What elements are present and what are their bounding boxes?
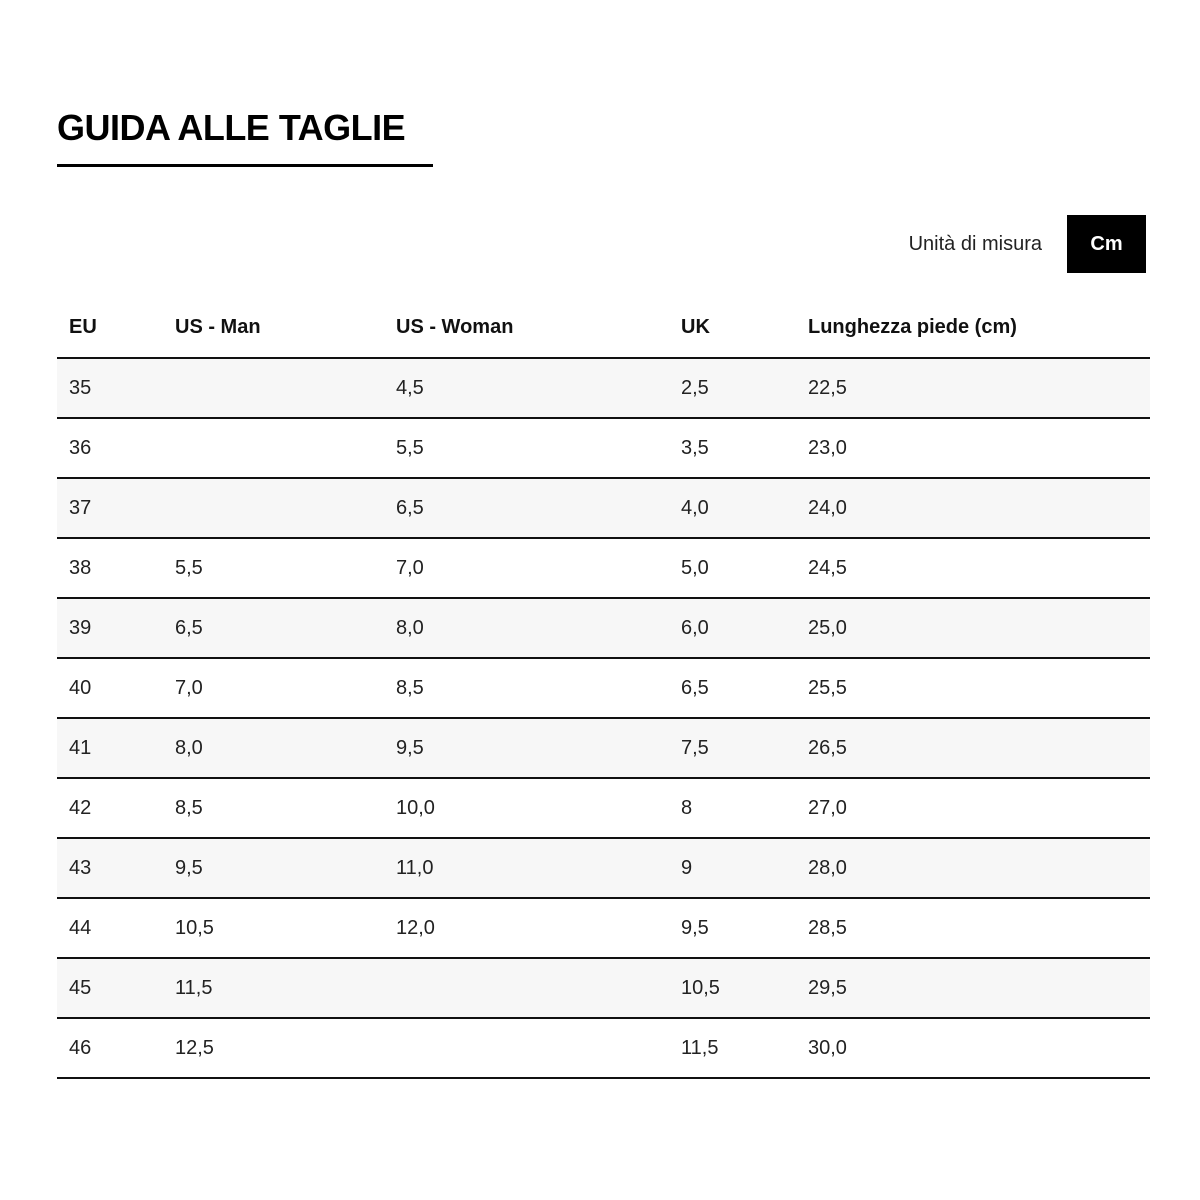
cell-us-woman: 4,5 xyxy=(384,358,669,418)
cell-uk: 9,5 xyxy=(669,898,796,958)
cell-uk: 5,0 xyxy=(669,538,796,598)
cell-eu: 45 xyxy=(57,958,163,1018)
cell-us-man: 8,5 xyxy=(163,778,384,838)
cell-us-man: 6,5 xyxy=(163,598,384,658)
cell-eu: 41 xyxy=(57,718,163,778)
cell-uk: 6,0 xyxy=(669,598,796,658)
cell-foot-length: 28,5 xyxy=(796,898,1150,958)
table-row xyxy=(57,478,1150,538)
table-row xyxy=(57,1018,1150,1078)
cell-foot-length: 24,0 xyxy=(796,478,1150,538)
cell-uk: 6,5 xyxy=(669,658,796,718)
cell-uk: 2,5 xyxy=(669,358,796,418)
cell-us-woman xyxy=(384,1018,669,1078)
column-header-foot-length: Lunghezza piede (cm) xyxy=(796,298,1150,358)
cell-us-woman: 8,5 xyxy=(384,658,669,718)
cell-foot-length: 22,5 xyxy=(796,358,1150,418)
cell-us-man: 5,5 xyxy=(163,538,384,598)
title-underline xyxy=(57,164,433,167)
cell-us-woman: 12,0 xyxy=(384,898,669,958)
cell-eu: 38 xyxy=(57,538,163,598)
cell-us-man xyxy=(163,478,384,538)
cell-us-woman: 5,5 xyxy=(384,418,669,478)
table-row xyxy=(57,418,1150,478)
cell-uk: 11,5 xyxy=(669,1018,796,1078)
cell-eu: 44 xyxy=(57,898,163,958)
table-row xyxy=(57,838,1150,898)
cell-foot-length: 25,0 xyxy=(796,598,1150,658)
table-row xyxy=(57,718,1150,778)
cell-uk: 8 xyxy=(669,778,796,838)
cell-uk: 9 xyxy=(669,838,796,898)
cell-eu: 37 xyxy=(57,478,163,538)
cell-us-man: 9,5 xyxy=(163,838,384,898)
table-row xyxy=(57,598,1150,658)
cell-us-woman: 11,0 xyxy=(384,838,669,898)
cell-eu: 39 xyxy=(57,598,163,658)
cell-us-man: 11,5 xyxy=(163,958,384,1018)
cell-foot-length: 24,5 xyxy=(796,538,1150,598)
table-body xyxy=(57,358,1150,1078)
cell-eu: 35 xyxy=(57,358,163,418)
cell-foot-length: 27,0 xyxy=(796,778,1150,838)
cell-foot-length: 25,5 xyxy=(796,658,1150,718)
unit-label: Unità di misura xyxy=(908,233,1042,255)
cell-us-man: 7,0 xyxy=(163,658,384,718)
cell-eu: 46 xyxy=(57,1018,163,1078)
cell-us-man xyxy=(163,418,384,478)
cell-uk: 10,5 xyxy=(669,958,796,1018)
table-row xyxy=(57,538,1150,598)
cell-foot-length: 29,5 xyxy=(796,958,1150,1018)
cell-uk: 3,5 xyxy=(669,418,796,478)
table-row xyxy=(57,898,1150,958)
cell-foot-length: 28,0 xyxy=(796,838,1150,898)
column-header-us-man: US - Man xyxy=(163,298,384,358)
cell-uk: 7,5 xyxy=(669,718,796,778)
cell-uk: 4,0 xyxy=(669,478,796,538)
table-header-row xyxy=(57,298,1150,358)
cell-eu: 36 xyxy=(57,418,163,478)
unit-cm-button[interactable]: Cm xyxy=(1067,215,1146,273)
size-table xyxy=(57,298,1150,1079)
cell-eu: 43 xyxy=(57,838,163,898)
column-header-us-woman: US - Woman xyxy=(384,298,669,358)
cell-us-woman: 9,5 xyxy=(384,718,669,778)
cell-foot-length: 23,0 xyxy=(796,418,1150,478)
column-header-eu: EU xyxy=(57,298,163,358)
table-row xyxy=(57,658,1150,718)
table-row xyxy=(57,958,1150,1018)
cell-us-woman: 6,5 xyxy=(384,478,669,538)
cell-us-man: 10,5 xyxy=(163,898,384,958)
cell-foot-length: 30,0 xyxy=(796,1018,1150,1078)
cell-us-man: 12,5 xyxy=(163,1018,384,1078)
cell-eu: 40 xyxy=(57,658,163,718)
cell-eu: 42 xyxy=(57,778,163,838)
cell-us-woman xyxy=(384,958,669,1018)
cell-us-man: 8,0 xyxy=(163,718,384,778)
cell-foot-length: 26,5 xyxy=(796,718,1150,778)
table-row xyxy=(57,778,1150,838)
cell-us-woman: 7,0 xyxy=(384,538,669,598)
table-row xyxy=(57,358,1150,418)
cell-us-man xyxy=(163,358,384,418)
column-header-uk: UK xyxy=(669,298,796,358)
cell-us-woman: 8,0 xyxy=(384,598,669,658)
page-title: GUIDA ALLE TAGLIE xyxy=(57,107,406,148)
cell-us-woman: 10,0 xyxy=(384,778,669,838)
